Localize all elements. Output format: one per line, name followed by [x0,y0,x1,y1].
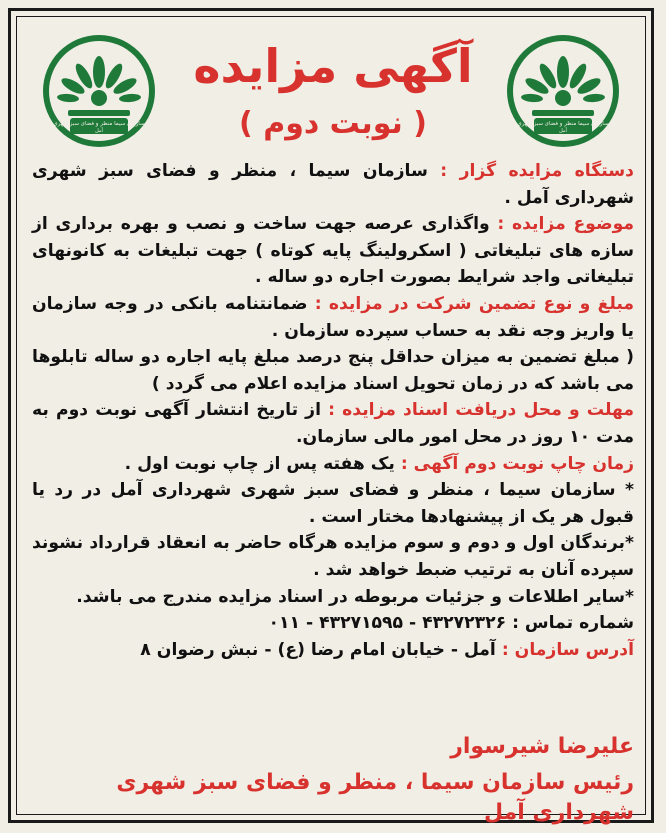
deadline-paragraph [32,397,634,450]
signatory-name: علیرضا شیرسوار [450,734,634,759]
organizer-text: سازمان سیما ، منظر و فضای سبز شهری شهرداری آمل . [32,161,634,208]
subject-text: واگذاری عرصه جهت ساخت و نصب و بهره برداری از سازه های تبلیغاتی ( اسکرولینگ پایه کوتاه ) جهت تبلیغات به کانونهای تبلیغاتی واجد شرایط بصورت اجاره دو ساله . [32,214,634,288]
signatory-title: رئیس سازمان سیما ، منظر و فضای سبز شهری شهرداری آمل [116,770,634,825]
guarantee-note: ( مبلغ تضمین به میزان حداقل پنج درصد مبلغ پایه اجاره دو ساله تابلوها می باشد که در زمان تحویل اسناد مزایده اعلام می گردد ) [32,347,634,394]
guarantee-label: مبلغ و نوع تضمین شرکت در مزایده : [314,293,634,314]
guarantee-paragraph [32,291,634,344]
phone-line: شماره تماس : ۴۳۲۷۲۳۲۶ - ۴۳۲۷۱۵۹۵ - ۰۱۱ [268,613,634,634]
logo-subcaption: آمل [95,128,103,134]
organizer-paragraph [32,158,634,211]
logo-caption: سازمان سیما منظر و فضای سبز شهری [53,121,145,127]
address-paragraph [32,637,634,664]
second-print-label: زمان چاپ نوبت دوم آگهی : [400,453,634,474]
logo-caption: سازمان سیما منظر و فضای سبز شهری [517,121,609,127]
notice-title: آگهی مزایده [193,39,473,93]
subject-paragraph [32,211,634,291]
second-print-paragraph [32,451,634,478]
organization-logo-left [40,32,158,150]
organizer-label: دستگاه مزایده گزار : [440,161,634,181]
deadline-label: مهلت و محل دریافت اسناد مزایده : [328,400,634,421]
note-winners-deposit: *برندگان اول و دوم و سوم مزایده هرگاه حاضر به انعقاد قرارداد نشوند سپرده آنان به ترتیب ضبط خواهد شد . [32,533,634,580]
second-print-text: یک هفته پس از چاپ نوبت اول . [124,453,401,474]
notice-body [32,158,634,663]
organization-logo-right [504,32,622,150]
notice-subtitle: ( نوبت دوم ) [239,106,427,141]
subject-label: موضوع مزایده : [497,214,634,235]
logo-subcaption: آمل [559,128,567,134]
note-rejection-right: * سازمان سیما ، منظر و فضای سبز شهری شهرداری آمل در رد یا قبول هر یک از پیشنهادها مختار است . [32,480,634,527]
note-more-info: *سایر اطلاعات و جزئیات مربوطه در اسناد مزایده مندرج می باشد. [76,586,634,607]
guarantee-text: ضمانتنامه بانکی در وجه سازمان یا واریز وجه نقد به حساب سپرده سازمان . [32,293,634,341]
address-text: آمل - خیابان امام رضا (ع) - نبش رضوان ۸ [140,639,502,660]
address-label: آدرس سازمان : [501,639,634,660]
deadline-text: از تاریخ انتشار آگهی نوبت دوم به مدت ۱۰ روز در محل امور مالی سازمان. [32,400,634,447]
